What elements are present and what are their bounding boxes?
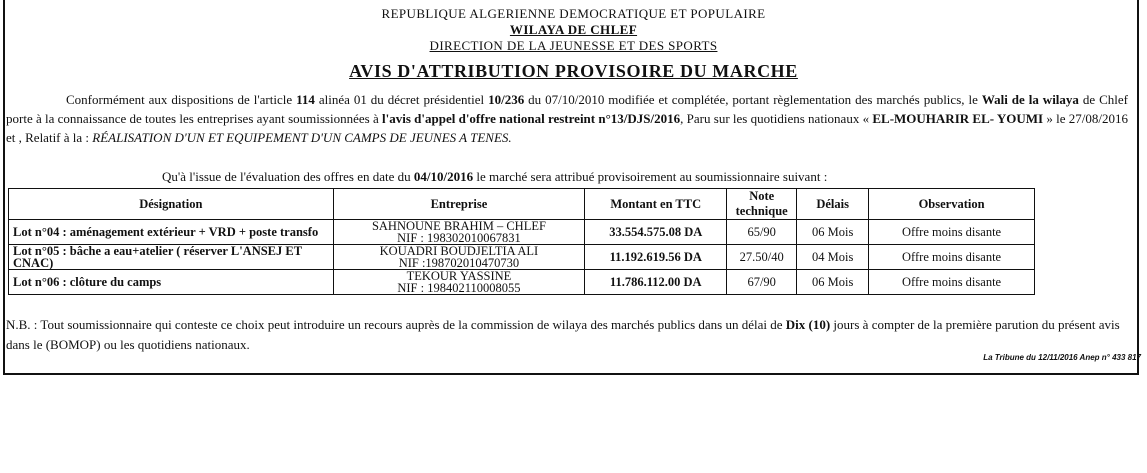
publication-credit: La Tribune du 12/11/2016 Anep n° 433 817 (983, 353, 1141, 362)
amount: 11.786.112.00 DA (585, 270, 727, 295)
amount: 11.192.619.56 DA (585, 245, 727, 270)
newspaper-name: EL-MOUHARIR EL- YOUMI (872, 111, 1044, 126)
delay: 04 Mois (797, 245, 869, 270)
company-nif: NIF : 198302010067831 (397, 231, 521, 245)
tender-reference: l'avis d'appel d'offre national restreint n°13/DJS/2016 (381, 111, 681, 126)
text-fragment: Conformément aux dispositions de l'article (66, 92, 297, 107)
evaluation-date: 04/10/2016 (413, 169, 474, 184)
company-nif: NIF : 198402110008055 (397, 281, 521, 295)
text-fragment: alinéa 01 du décret présidentiel (314, 92, 489, 107)
table-row (9, 220, 1035, 245)
observation: Offre moins disante (869, 270, 1035, 295)
text-fragment: du 07/10/2010 modifiée et complétée, portant règlementation des marchés publics, le (524, 92, 982, 107)
company-name: KOUADRI BOUDJELTIA ALI (379, 244, 539, 258)
text-fragment: » le 27/08/2016 et , Relatif à la : (6, 111, 1128, 145)
project-title: RÉALISATION D'UN ET EQUIPEMENT D'UN CAMPS DE JEUNES A TENES. (92, 130, 512, 145)
article-number: 114 (296, 92, 315, 107)
table-row (9, 245, 1035, 270)
table-header-row (9, 189, 1035, 220)
text-fragment: de Chlef porte à la connaissance de toutes les entreprises ayant soumissionnées à (6, 92, 1128, 126)
company-cell (333, 245, 585, 270)
wilaya-heading: WILAYA DE CHLEF (509, 22, 638, 37)
observation: Offre moins disante (869, 245, 1035, 270)
lot-designation: Lot n°04 : aménagement extérieur + VRD + poste transfo (9, 220, 334, 245)
table-row (9, 270, 1035, 295)
lot-designation: Lot n°05 : bâche a eau+atelier ( réserver L'ANSEJ ET CNAC) (9, 245, 334, 270)
direction-heading: DIRECTION DE LA JEUNESSE ET DES SPORTS (429, 38, 718, 53)
wali-text: Wali de la wilaya (981, 92, 1079, 107)
text-fragment: N.B. : Tout soumissionnaire qui conteste ce choix peut introduire un recours auprès de la commission de wilaya des marchés publics dans un délai de (6, 317, 786, 332)
delay: 06 Mois (797, 270, 869, 295)
technical-score: 67/90 (727, 270, 797, 295)
lot-designation: Lot n°06 : clôture du camps (9, 270, 334, 295)
company-name: TEKOUR YASSINE (406, 269, 512, 283)
company-cell (333, 270, 585, 295)
notice-title: AVIS D'ATTRIBUTION PROVISOIRE DU MARCHE (349, 61, 798, 81)
award-table (8, 188, 1035, 295)
intro-paragraph (6, 90, 1128, 147)
nb-paragraph (6, 315, 1132, 355)
col-note: Note technique (727, 189, 797, 220)
company-cell (333, 220, 585, 245)
text-fragment: jours à compter de la première parution du présent avis dans le (BOMOP) ou les quotidiens nationaux. (6, 317, 1120, 352)
text-fragment: Qu'à l'issue de l'évaluation des offres en date du (162, 169, 414, 184)
col-entreprise: Entreprise (333, 189, 585, 220)
delay: 06 Mois (797, 220, 869, 245)
text-fragment: le marché sera attribué provisoirement au soumissionnaire suivant : (473, 169, 828, 184)
evaluation-paragraph (162, 167, 1062, 186)
col-montant: Montant en TTC (585, 189, 727, 220)
technical-score: 27.50/40 (727, 245, 797, 270)
technical-score: 65/90 (727, 220, 797, 245)
observation: Offre moins disante (869, 220, 1035, 245)
republic-heading: REPUBLIQUE ALGERIENNE DEMOCRATIQUE ET POPULAIRE (381, 6, 766, 21)
decree-number: 10/236 (488, 92, 525, 107)
amount: 33.554.575.08 DA (585, 220, 727, 245)
company-nif: NIF :198702010470730 (398, 256, 520, 270)
company-name: SAHNOUNE BRAHIM – CHLEF (371, 219, 546, 233)
text-fragment: , Paru sur les quotidiens nationaux « (680, 111, 873, 126)
col-designation: Désignation (9, 189, 334, 220)
col-observation: Observation (869, 189, 1035, 220)
col-delais: Délais (797, 189, 869, 220)
appeal-deadline: Dix (10) (785, 317, 831, 332)
